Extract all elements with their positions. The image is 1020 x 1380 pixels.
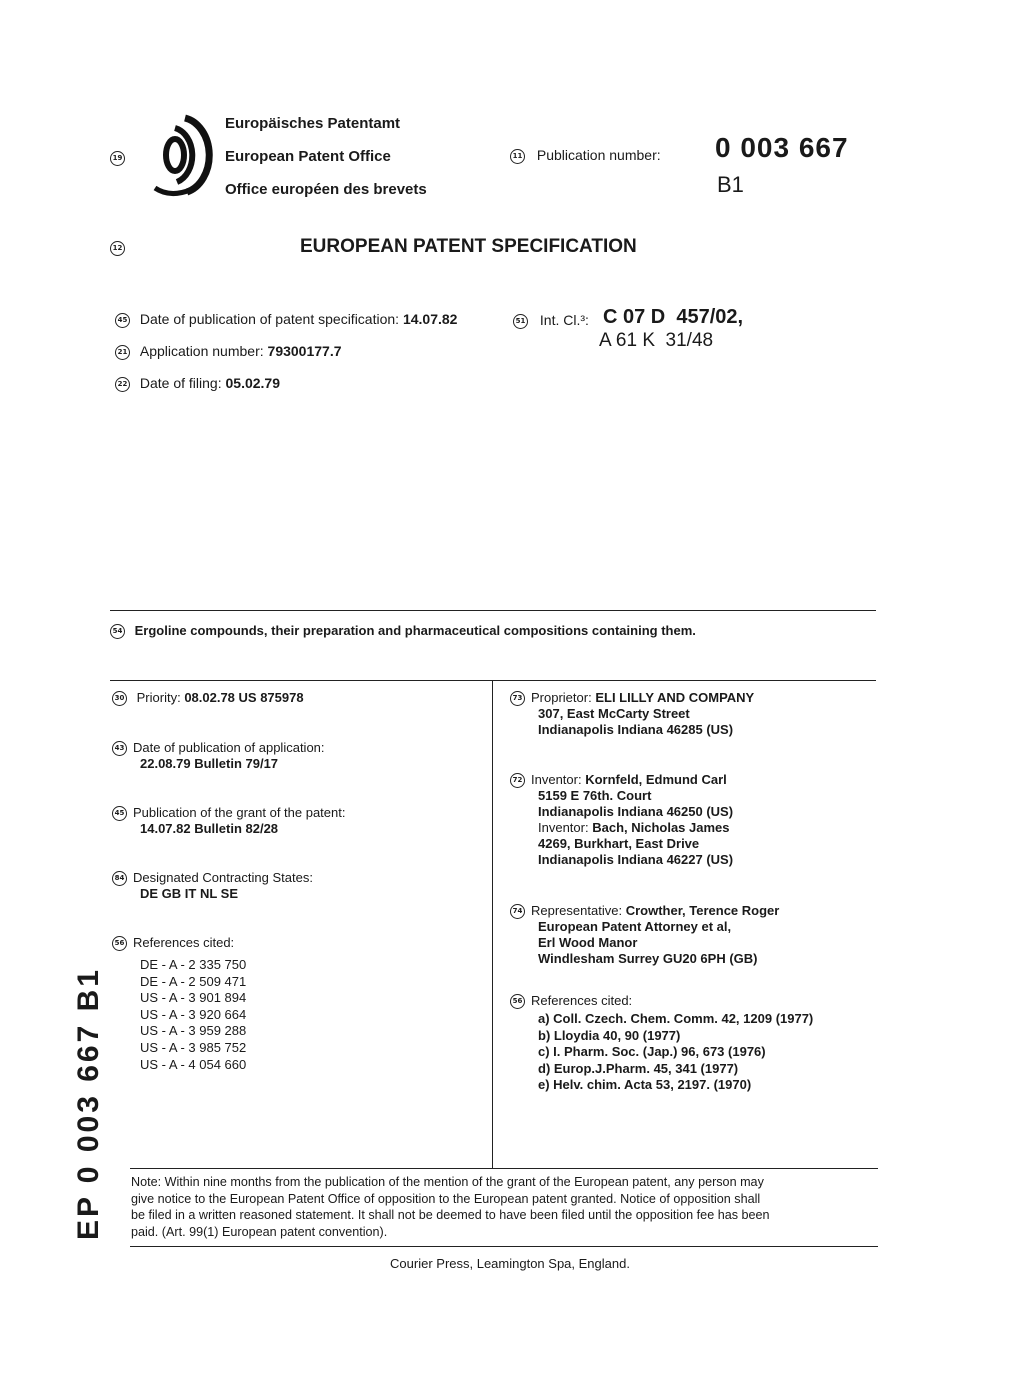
reference-item: d) Europ.J.Pharm. 45, 341 (1977) xyxy=(538,1060,739,1076)
epo-logo-icon xyxy=(145,110,215,200)
office-name-en: European Patent Office xyxy=(225,148,391,165)
divider-top xyxy=(110,610,876,611)
office-name-fr: Office européen des brevets xyxy=(225,181,427,198)
references-cited-right: 56 References cited: a) Coll. Czech. Chem. Comm. 42, 1209 (1977) b) Lloydia 40, 90 (1977) c) I. Pharm. Soc. (Jap.) 96, 673 (1976) d) Europ.J.Pharm. 45, 341 (1977) e) Helv. chim. Acta 53, 2197. (1970) xyxy=(510,993,875,1094)
priority: 30 Priority: 08.02.78 US 875978 xyxy=(112,690,482,706)
divider-note-bottom xyxy=(130,1246,878,1247)
publication-number-label: Publication number: xyxy=(536,147,661,163)
reference-item: b) Lloydia 40, 90 (1977) xyxy=(538,1027,681,1043)
invention-title-group: 54 Ergoline compounds, their preparation and pharmaceutical compositions containing them. xyxy=(110,623,696,639)
printer-line: Courier Press, Leamington Spa, England. xyxy=(390,1256,630,1271)
kind-code: B1 xyxy=(717,172,744,197)
inventors: 72 Inventor: Kornfeld, Edmund Carl 5159 E 76th. Court Indianapolis Indiana 46250 (US) Inventor: Bach, Nicholas James 4269, Burkhart, East Drive Indianapolis Indiana 46227 (US) xyxy=(510,772,870,868)
date-publication-specification: 45 Date of publication of patent specification: 14.07.82 xyxy=(115,311,457,328)
vertical-publication-number: EP 0 003 667 B1 xyxy=(72,967,105,1240)
reference-item: US - A - 3 920 664 xyxy=(140,1006,247,1022)
invention-title: Ergoline compounds, their preparation and pharmaceutical compositions containing them. xyxy=(134,623,696,638)
representative: 74 Representative: Crowther, Terence Roger European Patent Attorney et al, Erl Wood Manor Windlesham Surrey GU20 6PH (GB) xyxy=(510,903,870,967)
divider-columns-top xyxy=(110,680,876,681)
int-cl: 51 Int. Cl.³: xyxy=(513,312,589,329)
int-cl-secondary: A 61 K 31/48 xyxy=(599,330,714,351)
reference-list-left xyxy=(112,957,482,1073)
publication-number: 0 003 667 xyxy=(715,132,849,163)
application-number: 21 Application number: 79300177.7 xyxy=(115,343,342,360)
designated-states: 84 Designated Contracting States: DE GB IT NL SE xyxy=(112,870,482,902)
reference-item: e) Helv. chim. Acta 53, 2197. (1970) xyxy=(538,1077,752,1093)
reference-item: c) I. Pharm. Soc. (Jap.) 96, 673 (1976) xyxy=(538,1044,766,1060)
code-12: 12 xyxy=(110,240,125,258)
reference-item: US - A - 3 959 288 xyxy=(140,1023,247,1039)
reference-item: DE - A - 2 335 750 xyxy=(140,957,247,973)
reference-item: US - A - 3 985 752 xyxy=(140,1040,247,1056)
date-publication-application: 43 Date of publication of application: 22.08.79 Bulletin 79/17 xyxy=(112,740,482,772)
spec-title: EUROPEAN PATENT SPECIFICATION xyxy=(300,236,637,257)
reference-list-right xyxy=(510,1011,875,1094)
references-cited-left: 56 References cited: DE - A - 2 335 750 DE - A - 2 509 471 US - A - 3 901 894 US - A - 3 920 664 US - A - 3 959 288 US - A - 3 985 752 US - A - 4 054 660 xyxy=(112,935,482,1073)
reference-item: US - A - 3 901 894 xyxy=(140,990,247,1006)
divider-note-top xyxy=(130,1168,878,1169)
reference-item: a) Coll. Czech. Chem. Comm. 42, 1209 (1977) xyxy=(538,1011,814,1027)
date-of-filing: 22 Date of filing: 05.02.79 xyxy=(115,375,280,392)
column-divider xyxy=(492,680,493,1168)
proprietor: 73 Proprietor: ELI LILLY AND COMPANY 307, East McCarty Street Indianapolis Indiana 46285 (US) xyxy=(510,690,870,738)
office-name-de: Europäisches Patentamt xyxy=(225,115,401,132)
reference-item: DE - A - 2 509 471 xyxy=(140,973,247,989)
publication-grant: 45 Publication of the grant of the patent: 14.07.82 Bulletin 82/28 xyxy=(112,805,482,837)
int-cl-primary: C 07 D 457/02, xyxy=(603,306,744,328)
publication-number-label-group: 11 Publication number: xyxy=(510,147,661,164)
opposition-note: Note: Within nine months from the publication of the mention of the grant of the European patent, any person may give notice to the European Patent Office of opposition to the European patent granted. Notice of opposition shall be filed in a written reasoned statement. It shall not be deemed to have been filed until the opposition fee has been paid. (Art. 99(1) European patent convention). xyxy=(131,1175,770,1239)
code-19: 19 xyxy=(110,150,125,168)
reference-item: US - A - 4 054 660 xyxy=(140,1056,247,1072)
